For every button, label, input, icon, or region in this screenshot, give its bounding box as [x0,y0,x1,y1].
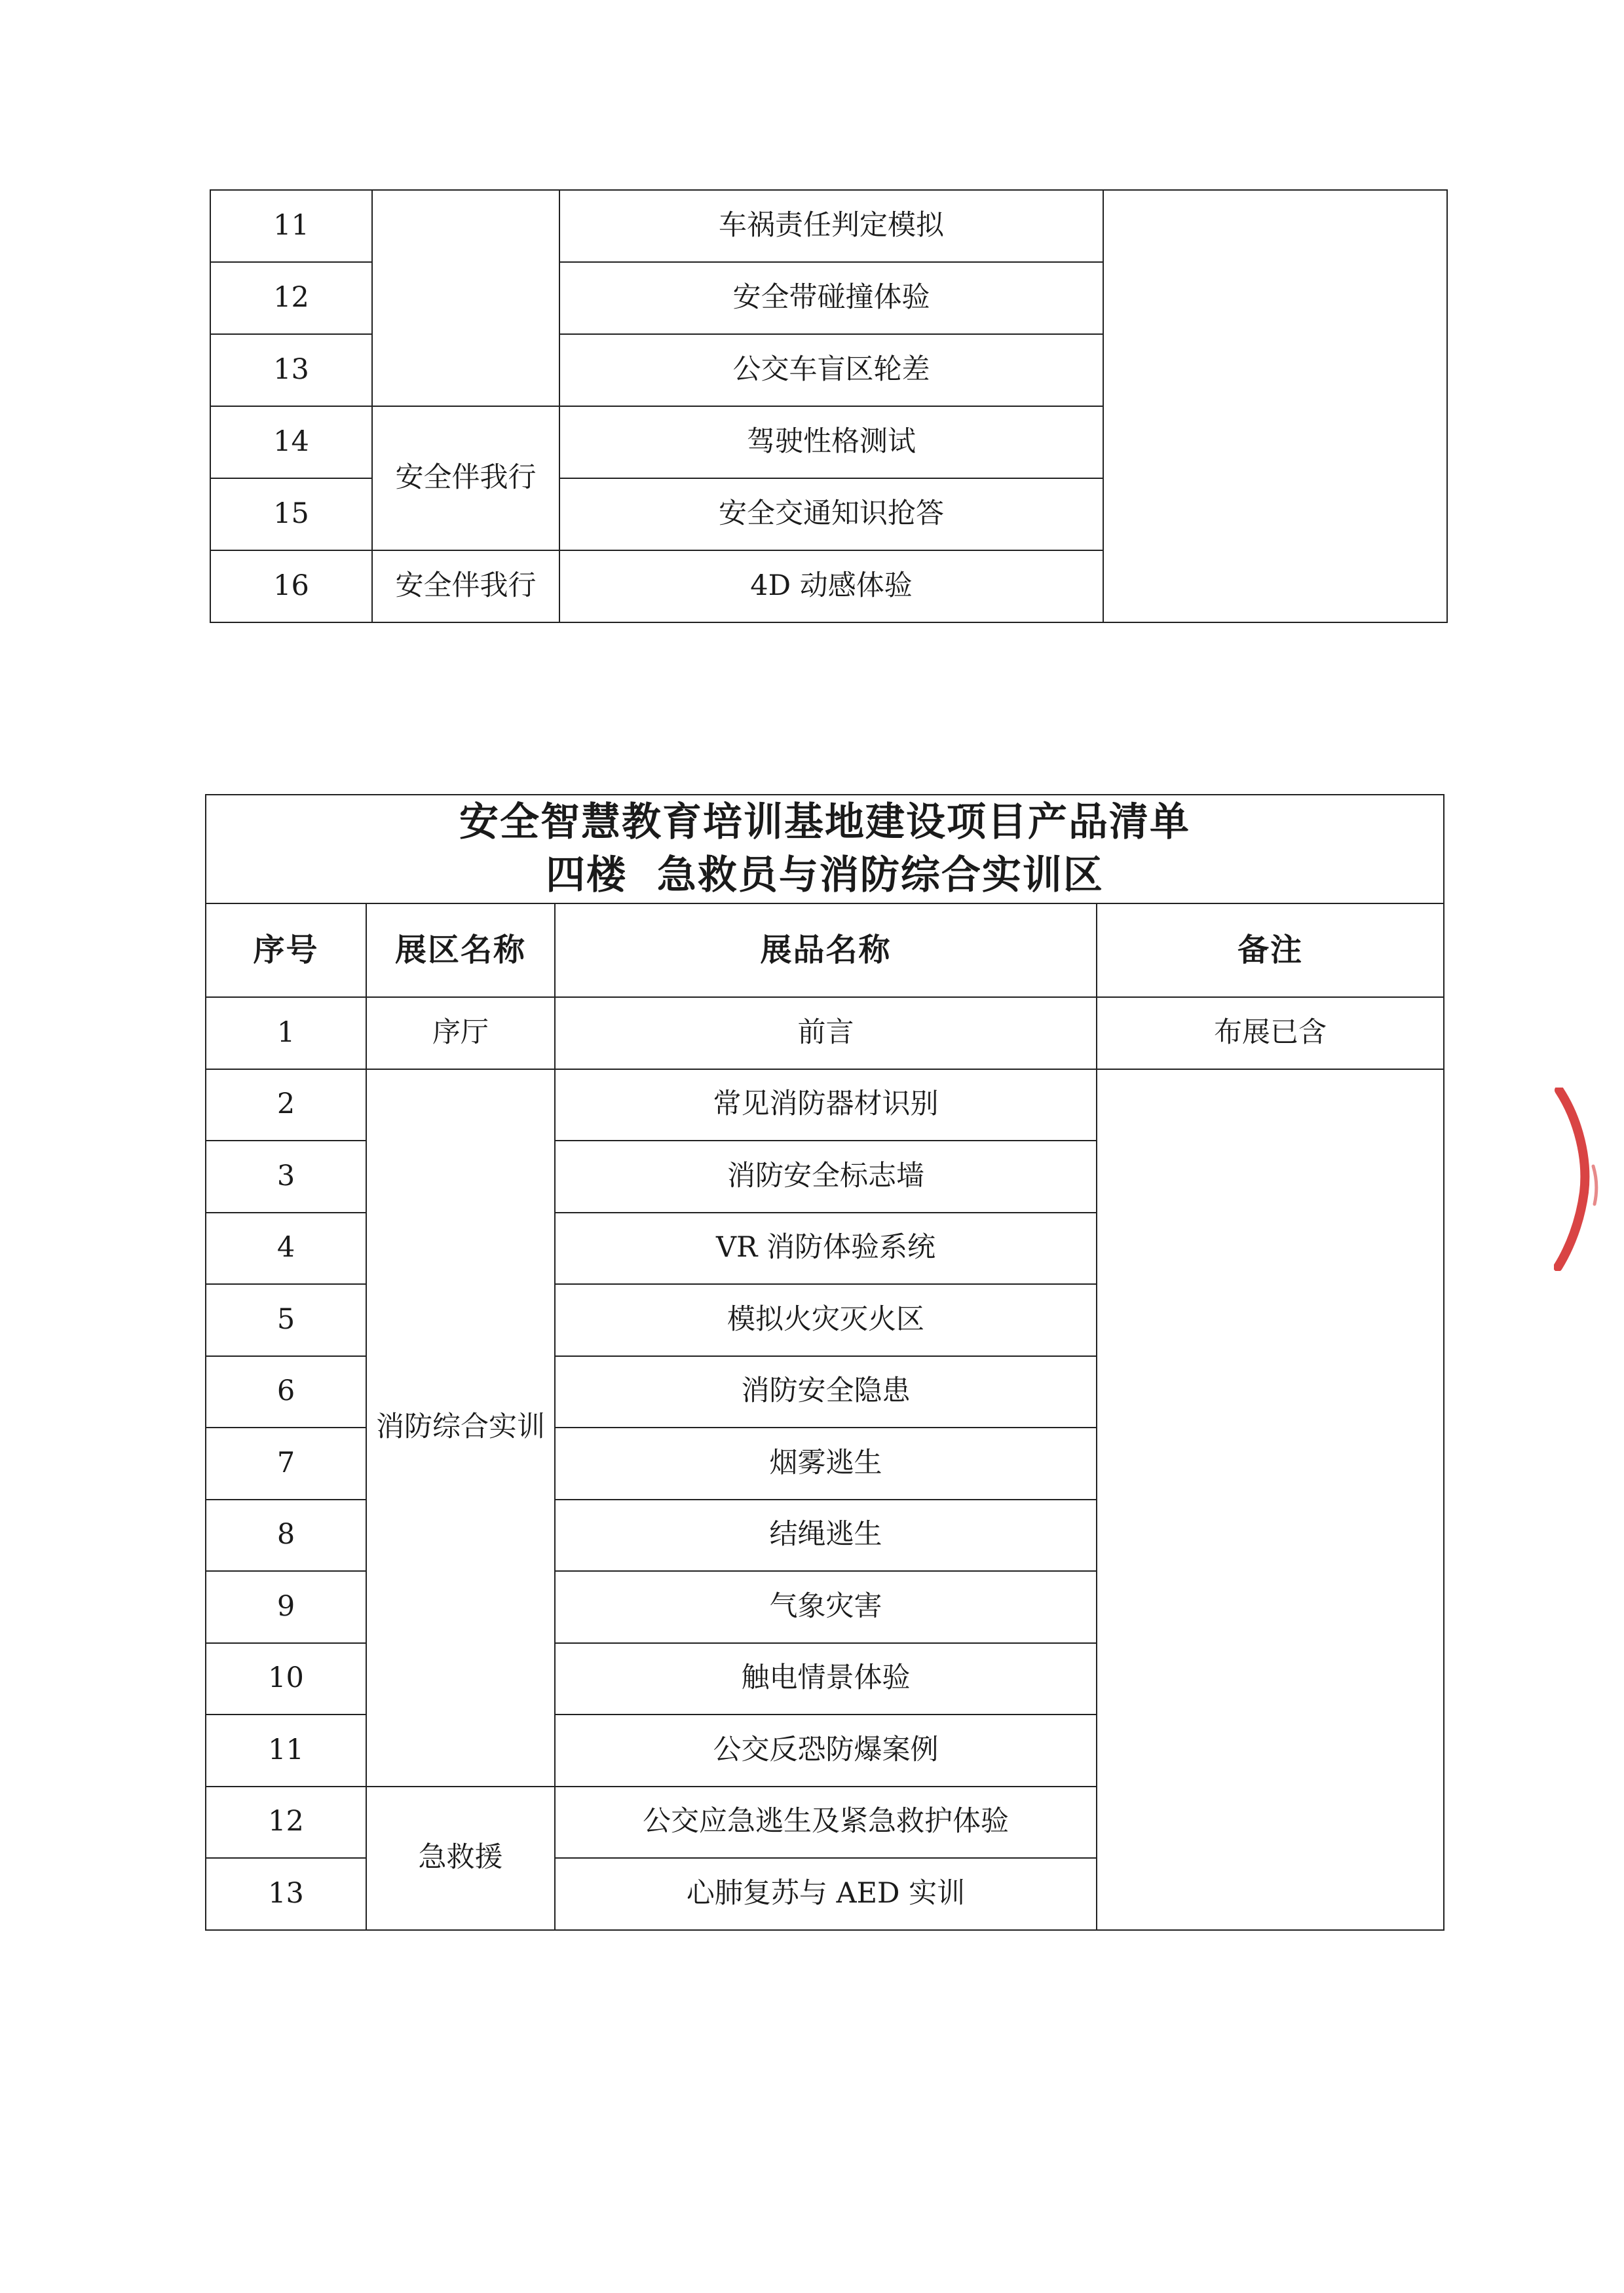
table-title [206,795,1444,903]
exhibit-name: 驾驶性格测试 [559,406,1103,478]
exhibit-name: 心肺复苏与 AED 实训 [555,1858,1097,1930]
exhibit-name: 前言 [555,997,1097,1069]
row-number: 13 [210,334,372,406]
floor-subtitle: 四楼 急救员与消防综合实训区 [546,852,1104,898]
row-number: 11 [206,1715,366,1787]
row-number: 4 [206,1213,366,1285]
exhibit-name: 结绳逃生 [555,1500,1097,1572]
area-name: 安全伴我行 [372,550,559,622]
remarks: 布展已含 [1097,997,1444,1069]
header-note: 备注 [1097,903,1444,997]
table-row [210,190,1447,262]
document-title: 安全智慧教育培训基地建设项目产品清单 [459,799,1190,845]
exhibit-name: 公交车盲区轮差 [559,334,1103,406]
red-seal-edge-icon [1554,1088,1606,1271]
upper-product-table [210,189,1448,623]
exhibit-name: 公交反恐防爆案例 [555,1715,1097,1787]
exhibit-name: 车祸责任判定模拟 [559,190,1103,262]
exhibit-name: 触电情景体验 [555,1643,1097,1715]
row-number: 15 [210,478,372,550]
table-row [206,1069,1444,1141]
exhibit-name: 安全交通知识抢答 [559,478,1103,550]
exhibit-name: 模拟火灾灭火区 [555,1284,1097,1356]
area-name: 序厅 [366,997,555,1069]
row-number: 3 [206,1141,366,1213]
exhibit-name: 消防安全标志墙 [555,1141,1097,1213]
row-number: 13 [206,1858,366,1930]
row-number: 1 [206,997,366,1069]
row-number: 16 [210,550,372,622]
lower-product-table [205,794,1445,1931]
area-name: 急救援 [366,1787,555,1930]
exhibit-name: VR 消防体验系统 [555,1213,1097,1285]
table-title-row [206,795,1444,903]
row-number: 14 [210,406,372,478]
row-number: 2 [206,1069,366,1141]
header-item: 展品名称 [555,903,1097,997]
row-number: 10 [206,1643,366,1715]
header-number: 序号 [206,903,366,997]
exhibit-name: 公交应急逃生及紧急救护体验 [555,1787,1097,1859]
row-number: 5 [206,1284,366,1356]
row-number: 11 [210,190,372,262]
table-header-row [206,903,1444,997]
row-number: 9 [206,1571,366,1643]
row-number: 12 [210,262,372,334]
row-number: 12 [206,1787,366,1859]
exhibit-name: 安全带碰撞体验 [559,262,1103,334]
header-area: 展区名称 [366,903,555,997]
table-row [206,997,1444,1069]
exhibit-name: 常见消防器材识别 [555,1069,1097,1141]
remarks-empty [1097,1069,1444,1930]
exhibit-name: 烟雾逃生 [555,1428,1097,1500]
exhibit-name: 4D 动感体验 [559,550,1103,622]
area-name-empty [372,190,559,406]
area-name: 安全伴我行 [372,406,559,550]
exhibit-name: 气象灾害 [555,1571,1097,1643]
row-number: 8 [206,1500,366,1572]
area-name: 消防综合实训 [366,1069,555,1787]
remarks-empty [1103,190,1447,622]
row-number: 6 [206,1356,366,1428]
row-number: 7 [206,1428,366,1500]
exhibit-name: 消防安全隐患 [555,1356,1097,1428]
